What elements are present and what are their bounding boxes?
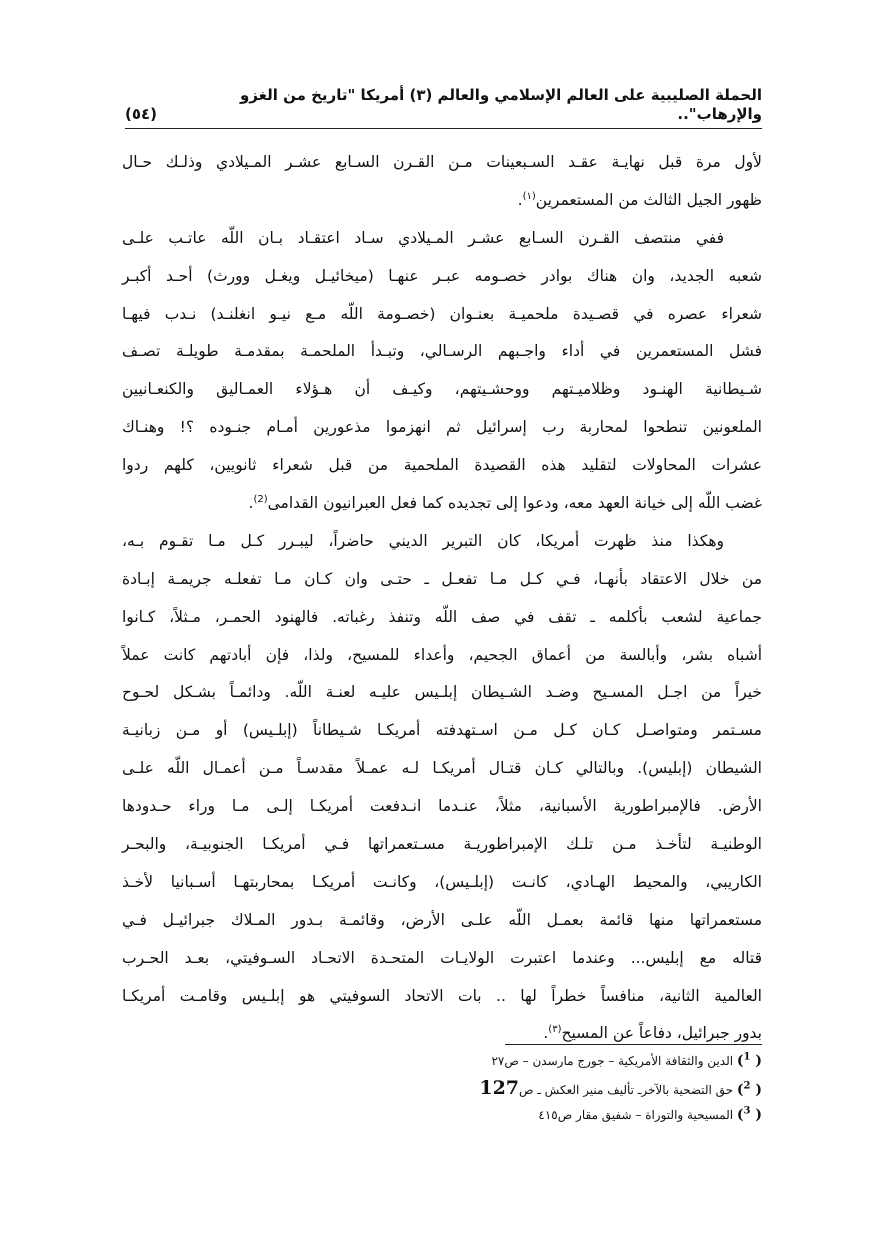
line-text: الملعونين تنطحوا لمحاربة رب إسرائيل ثم انهزموا مذعورين أمـام جنـوده ؟! وهنـاك xyxy=(122,418,762,437)
line-text: الأرض. فالإمبراطورية الأسبانية، مثلاً، عنـدما انـدفعت أمريكـا إلـى مـا وراء حـدودها xyxy=(122,797,762,816)
text-line xyxy=(122,220,762,258)
body-text xyxy=(122,144,762,1053)
line-text: الشيطان (إبليس). وبالتالي كـان قتـال أمريكـا لـه عمـلاً مقدسـاً مـن أعمـال اللّه علـى xyxy=(122,759,762,778)
text-line xyxy=(122,523,762,561)
text-line xyxy=(122,371,762,409)
line-text: لأول مرة قبل نهايـة عقـد السـبعينات مـن القـرن السـابع عشـر المـيلادي وذلـك حـال xyxy=(122,153,762,171)
footnote-ref[interactable]: (١) xyxy=(522,190,536,202)
line-end: . xyxy=(517,190,523,209)
text-line xyxy=(122,940,762,978)
text-line xyxy=(122,826,762,864)
line-end: . xyxy=(543,1024,549,1043)
text-line xyxy=(122,296,762,334)
text-line xyxy=(122,409,762,447)
line-text: شـيطانية الهنـود وظلاميـتهم ووحشـيتهم، وكيـف أن هـؤلاء العمـاليق والكنعـانيين xyxy=(122,380,762,399)
line-text: شعبه الجديد، وان هناك بوادر خصـومه عبـر عنهـا (ميخائيـل ويغـل وورث) أحـد أكبـر xyxy=(122,266,762,285)
footnote-3 xyxy=(479,1102,762,1129)
text-line xyxy=(122,902,762,940)
line-text: مستعمراتها منها قائمة بعمـل اللّه علـى الأرض، وقائمـة بـدور المـلاك جبرائيـل فـي xyxy=(122,910,762,929)
line-text: غضب اللّه إلى خيانة العهد معه، ودعوا إلى تجديده كما فعل العبرانيون القدامى xyxy=(267,494,762,513)
text-line xyxy=(122,712,762,750)
text-line xyxy=(122,864,762,902)
footnote-2 xyxy=(479,1075,762,1102)
line-text: قتاله مع إبليس... وعندما اعتبرت الولايـات المتحـدة الاتحـاد السـوفيتي، بعـد الحـرب xyxy=(122,948,762,967)
text-line xyxy=(122,561,762,599)
footnote-1 xyxy=(479,1048,762,1075)
line-text: ظهور الجيل الثالث من المستعمرين xyxy=(535,190,762,209)
line-text: ففي منتصف القـرن السـابع عشـر المـيلادي سـاد اعتقـاد بـان اللّه عاتـب علـى xyxy=(122,228,724,247)
line-text: جماعية لشعب بأكلمه ـ تقف في صف اللّه وتنفذ رغباته. فالهنود الحمـر، مـثلاً، كـانوا xyxy=(122,607,762,626)
text-line xyxy=(122,447,762,485)
line-text: أشباه بشر، وأبالسة من أعماق الجحيم، وأعداء للمسيح، ولذا، فإن أبادتهم كانت عملاً xyxy=(122,645,762,664)
line-text: فشل المستعمرين في أداء واجـبهم الرسـالي، وتبـدأ الملحمـة بمقدمـة طويلـة تصـف xyxy=(122,342,762,361)
footnote-divider xyxy=(505,1044,762,1045)
text-line xyxy=(122,788,762,826)
text-line xyxy=(122,637,762,675)
text-line xyxy=(122,750,762,788)
footnote-ref[interactable]: (٣) xyxy=(548,1024,562,1036)
text-line xyxy=(122,485,762,523)
line-text: وهكذا منذ ظهرت أمريكا، كان التبرير الديني حاضراً، ليبـرر كـل مـا تقـوم بـه، xyxy=(122,531,724,550)
footnote-ref[interactable]: (2) xyxy=(253,493,268,505)
footnote-number: ( $^2$) xyxy=(736,1080,762,1098)
footnote-number: ( $^1$) xyxy=(736,1051,762,1069)
line-text: شعراء عصره في قصـيدة ملحميـة بعنـوان (خصـومة اللّه مـع نيـو انغلنـد) نـدب فيهـا xyxy=(122,304,762,323)
footnote-number-value: 2 xyxy=(743,1080,751,1092)
line-text: الوطنيـة لتأخـذ مـن تلـك الإمبراطوريـة مسـتعمراتها فـي أمريكـا الجنوبيـة، والبحـر xyxy=(122,835,762,854)
line-text: مسـتمر ومتواصـل كـان كـل مـن اسـتهدفته أمريكـا شـيطاناً (إبلـيس) أو مـن زبانيـة xyxy=(122,721,762,740)
line-text: العالمية الثانية، منافساً خطراً لها .. بات الاتحاد السوفيتي هو إبلـيس وقامـت أمريكـا xyxy=(122,986,762,1005)
line-text: الكاريبي، والمحيط الهـادي، كانـت (إبلـيس)، وكانـت أمريكـا بمحاربتهـا أسـبانيا لأخـذ xyxy=(122,872,762,891)
line-text: من خلال الاعتقاد بأنهـا، فـي كـل مـا تفعـل ـ حتـى وان كـان مـا تفعلـه جريمـة إبـادة xyxy=(122,569,762,588)
running-header xyxy=(125,86,762,129)
header-title: الحملة الصليبية على العالم الإسلامي والعالم (٣) أمريكا "تاريخ من الغزو والإرهاب".. xyxy=(239,86,762,123)
text-line xyxy=(122,333,762,371)
footnote-number: ( $^3$) xyxy=(736,1105,762,1123)
footnote-number-value: 3 xyxy=(743,1105,751,1117)
page-number: (٥٤) xyxy=(125,105,158,123)
line-end: . xyxy=(248,494,254,513)
footnote-text: حق التضحية بالآخرـ تأليف منير العكش ـ ص xyxy=(519,1083,734,1097)
text-line xyxy=(122,978,762,1016)
footnote-number-value: 1 xyxy=(743,1051,751,1063)
footnote-text: الدين والثقافة الأمريكية – جورج مارسدن – ص٢٧ xyxy=(491,1054,734,1068)
footnotes xyxy=(479,1048,762,1129)
text-line xyxy=(122,674,762,712)
line-text: عشرات المحاولات لتقليد هذه القصيدة الملحمية من قبل شعراء ثانويين، كلهم ردوا xyxy=(122,456,762,475)
text-line xyxy=(122,144,762,182)
text-line xyxy=(122,599,762,637)
text-line xyxy=(122,182,762,220)
footnote-page: 127 xyxy=(479,1077,520,1099)
footnote-text: المسيحية والتوراة – شفيق مقار ص٤١٥ xyxy=(538,1108,734,1122)
line-text: بدور جبرائيل، دفاعاً عن المسيح xyxy=(561,1024,762,1043)
line-text: خيراً من اجـل المسـيح وضـد الشـيطان إبلـيس عليـه لعنـة اللّه. ودائمـاً بشـكل لحـوح xyxy=(122,683,762,702)
text-line xyxy=(122,258,762,296)
